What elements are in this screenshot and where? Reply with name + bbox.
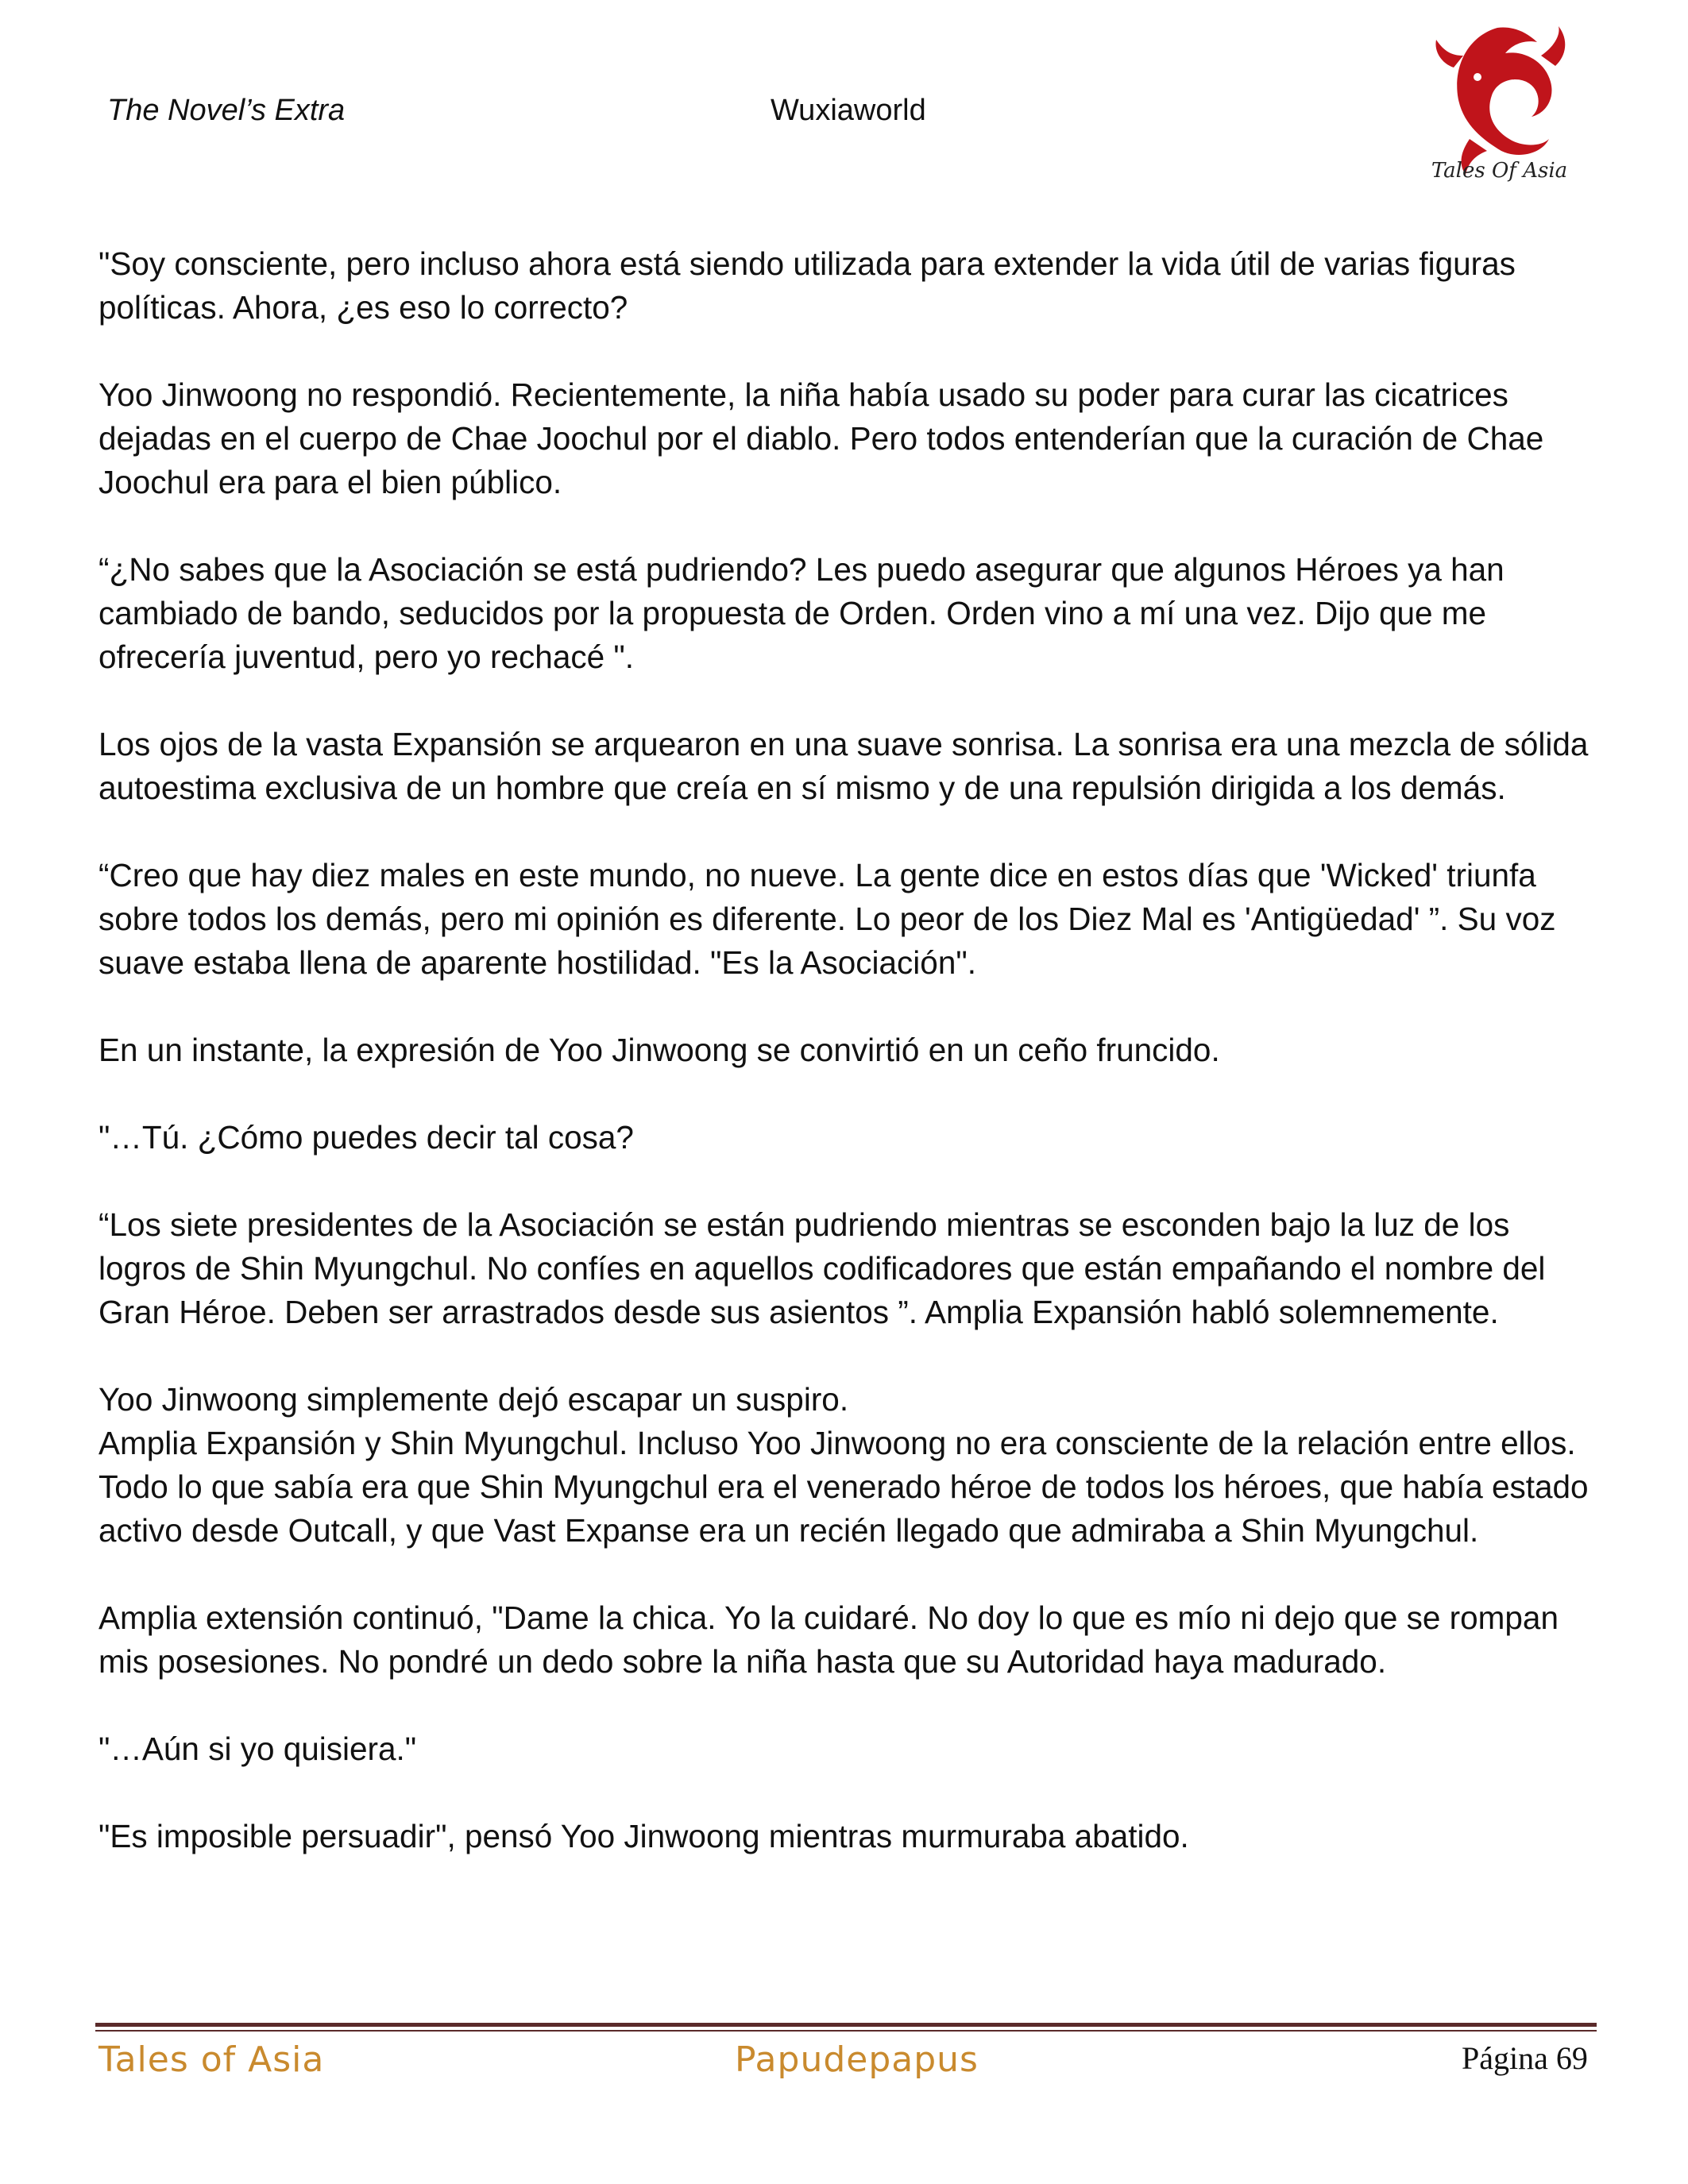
logo-wordmark: Tales Of Asia xyxy=(1431,159,1568,183)
paragraph: Amplia Expansión y Shin Myungchul. Incluso Yoo Jinwoong no era consciente de la relación entre ellos. xyxy=(98,1425,1576,1461)
paragraph: En un instante, la expresión de Yoo Jinwoong se convirtió en un ceño fruncido. xyxy=(98,1032,1220,1068)
paragraph: “Creo que hay diez males en este mundo, no nueve. La gente dice en estos días que 'Wicked' triunfa sobre todos los demás, pero mi opinión es diferente. Lo peor de los Diez Mal es 'Antigüedad' ”. Su voz suave estaba llena de aparente hostilidad. "Es la Asociación". xyxy=(98,857,1556,981)
paragraph: Yoo Jinwoong no respondió. Recientemente, la niña había usado su poder para curar las cicatrices dejadas en el cuerpo de Chae Joochul por el diablo. Pero todos entenderían que la curación de Chae Joochul era para el bien público. xyxy=(98,376,1544,500)
paragraph: "Es imposible persuadir", pensó Yoo Jinwoong mientras murmuraba abatido. xyxy=(98,1818,1189,1854)
paragraph: “¿No sabes que la Asociación se está pudriendo? Les puedo asegurar que algunos Héroes ya han cambiado de bando, seducidos por la propuesta de Orden. Orden vino a mí una vez. Dijo que me ofrecería juventud, pero yo rechacé ". xyxy=(98,551,1505,675)
header-source: Wuxiaworld xyxy=(771,94,926,127)
footer-translator: Papudepapus xyxy=(735,2039,979,2080)
paragraph: "…Tú. ¿Cómo puedes decir tal cosa? xyxy=(98,1119,634,1156)
paragraph: Amplia extensión continuó, "Dame la chica. Yo la cuidaré. No doy lo que es mío ni dejo que se rompan mis posesiones. No pondré un dedo sobre la niña hasta que su Autoridad haya madurado. xyxy=(98,1599,1559,1680)
paragraph: Yoo Jinwoong simplemente dejó escapar un suspiro. xyxy=(98,1381,849,1418)
page-body xyxy=(98,242,1596,1902)
paragraph: “Los siete presidentes de la Asociación se están pudriendo mientras se esconden bajo la luz de los logros de Shin Myungchul. No confíes en aquellos codificadores que están empañando el nombre del Gran Héroe. Deben ser arrastrados desde sus asientos ”. Amplia Expansión habló solemnemente. xyxy=(98,1206,1546,1330)
paragraph: "Soy consciente, pero incluso ahora está siendo utilizada para extender la vida útil de varias figuras políticas. Ahora, ¿es eso lo correcto? xyxy=(98,245,1516,326)
header-book-title: The Novel’s Extra xyxy=(107,94,346,127)
footer-rule-thick xyxy=(95,2023,1597,2027)
footer-rule-thin xyxy=(95,2030,1597,2032)
paragraph: Los ojos de la vasta Expansión se arquearon en una suave sonrisa. La sonrisa era una mezcla de sólida autoestima exclusiva de un hombre que creía en sí mismo y de una repulsión dirigida a los demás. xyxy=(98,726,1589,806)
paragraph: "…Aún si yo quisiera." xyxy=(98,1731,417,1767)
paragraph: Todo lo que sabía era que Shin Myungchul era el venerado héroe de todos los héroes, que había estado activo desde Outcall, y que Vast Expanse era un recién llegado que admiraba a Shin Myungchul. xyxy=(98,1468,1589,1549)
footer-page-number: Página 69 xyxy=(1462,2040,1588,2076)
footer-site-name: Tales of Asia xyxy=(98,2039,325,2080)
